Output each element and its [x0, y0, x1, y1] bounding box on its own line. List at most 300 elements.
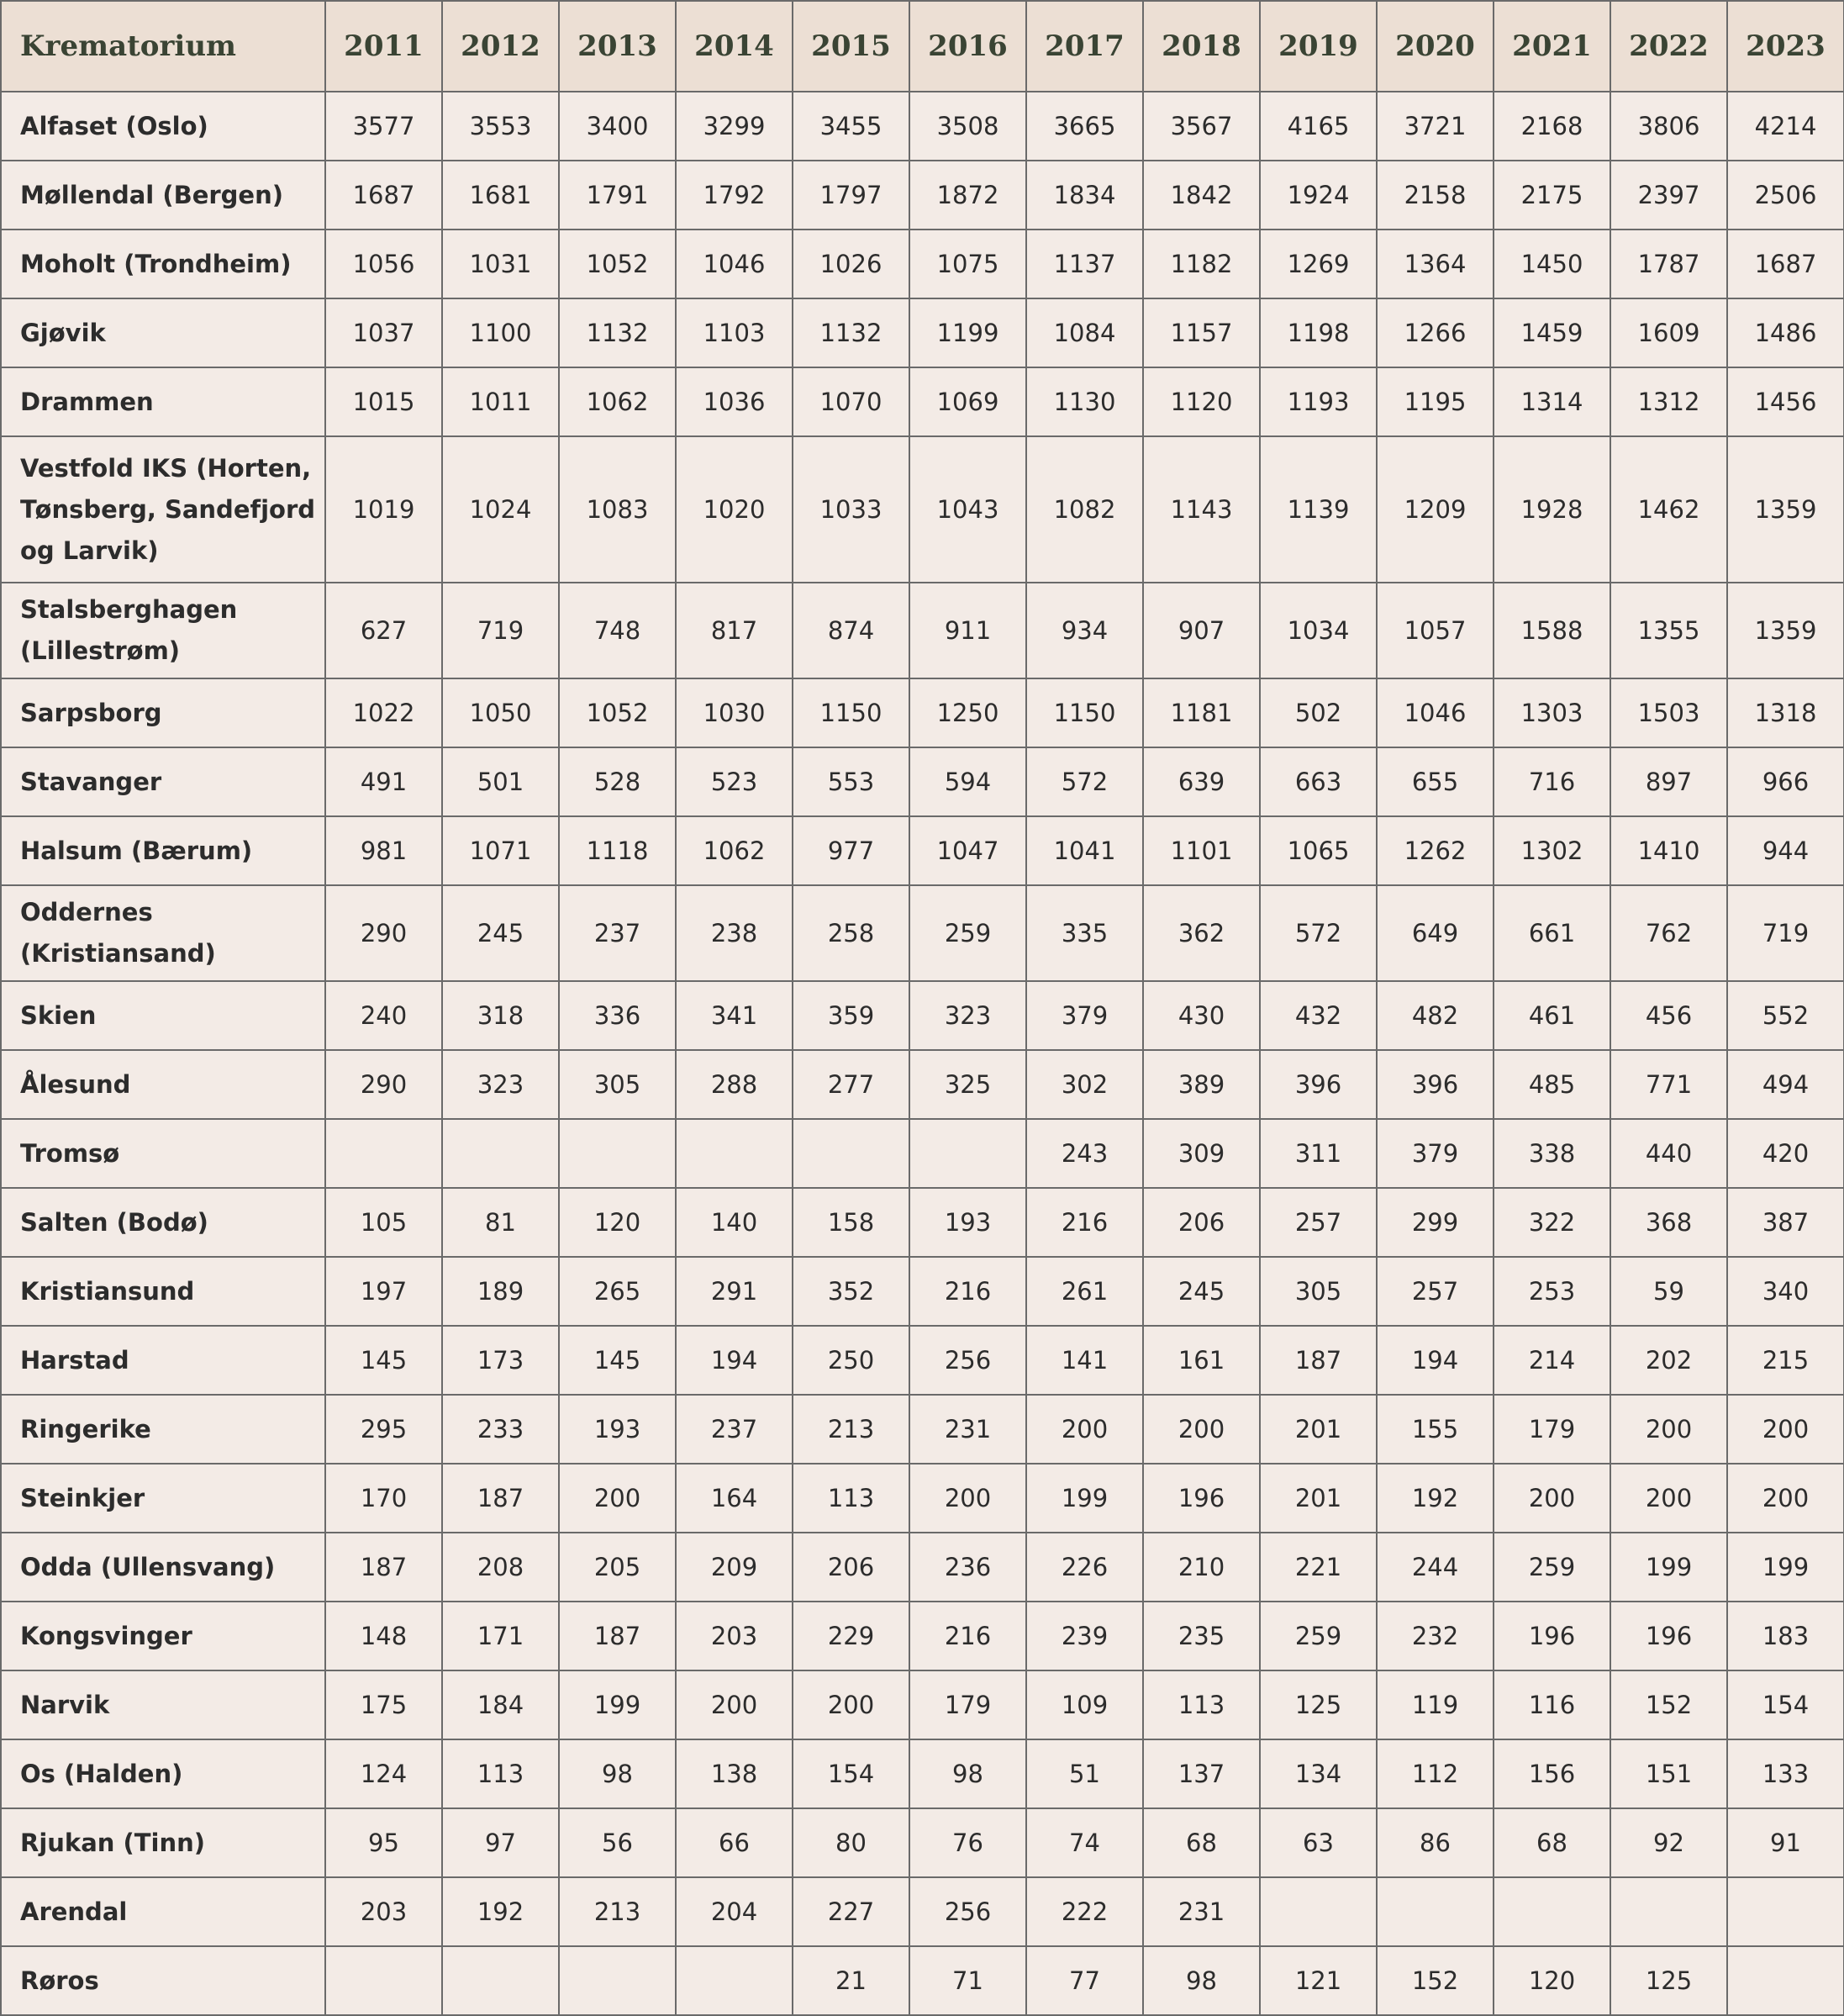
value-cell: 1084: [1026, 298, 1143, 367]
value-cell: 171: [442, 1602, 559, 1670]
value-cell: 291: [676, 1257, 793, 1326]
value-cell: 352: [793, 1257, 909, 1326]
value-cell: 3567: [1143, 92, 1260, 161]
value-cell: 91: [1727, 1808, 1844, 1877]
value-cell: 420: [1727, 1119, 1844, 1188]
value-cell: 290: [325, 885, 442, 981]
value-cell: 299: [1377, 1188, 1494, 1257]
crematorium-name-cell: Kongsvinger: [1, 1602, 325, 1670]
crematorium-name-cell: Kristiansund: [1, 1257, 325, 1326]
value-cell: [442, 1119, 559, 1188]
value-cell: 74: [1026, 1808, 1143, 1877]
value-cell: 2175: [1494, 161, 1610, 230]
value-cell: 362: [1143, 885, 1260, 981]
crematorium-name-cell: Stavanger: [1, 747, 325, 816]
value-cell: 213: [559, 1877, 676, 1946]
value-cell: 1019: [325, 436, 442, 583]
value-cell: 259: [1260, 1602, 1377, 1670]
value-cell: 944: [1727, 816, 1844, 885]
crematorium-name-cell: Ålesund: [1, 1050, 325, 1119]
value-cell: 1198: [1260, 298, 1377, 367]
value-cell: 368: [1610, 1188, 1727, 1257]
value-cell: 209: [676, 1533, 793, 1602]
value-cell: 199: [1610, 1533, 1727, 1602]
value-cell: 200: [1143, 1395, 1260, 1464]
value-cell: 206: [793, 1533, 909, 1602]
table-row: [1, 885, 1844, 981]
header-row: [1, 1, 1844, 92]
value-cell: 1928: [1494, 436, 1610, 583]
value-cell: 1011: [442, 367, 559, 436]
value-cell: 71: [909, 1946, 1026, 2015]
value-cell: 194: [1377, 1326, 1494, 1395]
value-cell: 80: [793, 1808, 909, 1877]
value-cell: 482: [1377, 981, 1494, 1050]
value-cell: 1052: [559, 678, 676, 747]
value-cell: 197: [325, 1257, 442, 1326]
column-header-year: 2023: [1727, 1, 1844, 92]
table-row: [1, 1739, 1844, 1808]
column-header-year: 2020: [1377, 1, 1494, 92]
value-cell: 125: [1610, 1946, 1727, 2015]
value-cell: 76: [909, 1808, 1026, 1877]
table-row: [1, 1050, 1844, 1119]
value-cell: 226: [1026, 1533, 1143, 1602]
value-cell: 3299: [676, 92, 793, 161]
value-cell: 256: [909, 1326, 1026, 1395]
value-cell: 233: [442, 1395, 559, 1464]
value-cell: 1456: [1727, 367, 1844, 436]
crematorium-name-cell: Drammen: [1, 367, 325, 436]
crematorium-name-cell: Sarpsborg: [1, 678, 325, 747]
value-cell: 250: [793, 1326, 909, 1395]
value-cell: 192: [1377, 1464, 1494, 1533]
value-cell: 200: [1727, 1464, 1844, 1533]
value-cell: 173: [442, 1326, 559, 1395]
column-header-krematorium: Krematorium: [1, 1, 325, 92]
value-cell: 116: [1494, 1670, 1610, 1739]
value-cell: 1459: [1494, 298, 1610, 367]
table-row: [1, 230, 1844, 298]
value-cell: 432: [1260, 981, 1377, 1050]
table-body: [1, 92, 1844, 2015]
value-cell: 21: [793, 1946, 909, 2015]
crematorium-name-cell: Tromsø: [1, 1119, 325, 1188]
value-cell: 341: [676, 981, 793, 1050]
value-cell: 161: [1143, 1326, 1260, 1395]
value-cell: 145: [325, 1326, 442, 1395]
value-cell: [325, 1946, 442, 2015]
value-cell: [1610, 1877, 1727, 1946]
value-cell: 1462: [1610, 436, 1727, 583]
value-cell: [1727, 1877, 1844, 1946]
value-cell: 552: [1727, 981, 1844, 1050]
value-cell: 213: [793, 1395, 909, 1464]
value-cell: 3508: [909, 92, 1026, 161]
value-cell: 216: [1026, 1188, 1143, 1257]
value-cell: [909, 1119, 1026, 1188]
value-cell: 553: [793, 747, 909, 816]
value-cell: 572: [1026, 747, 1143, 816]
value-cell: [1727, 1946, 1844, 2015]
value-cell: 627: [325, 583, 442, 678]
value-cell: 494: [1727, 1050, 1844, 1119]
value-cell: 981: [325, 816, 442, 885]
value-cell: [442, 1946, 559, 2015]
value-cell: 200: [1026, 1395, 1143, 1464]
value-cell: 1036: [676, 367, 793, 436]
value-cell: 655: [1377, 747, 1494, 816]
value-cell: 189: [442, 1257, 559, 1326]
value-cell: 661: [1494, 885, 1610, 981]
value-cell: 137: [1143, 1739, 1260, 1808]
value-cell: 245: [442, 885, 559, 981]
value-cell: 1486: [1727, 298, 1844, 367]
value-cell: 210: [1143, 1533, 1260, 1602]
value-cell: 237: [559, 885, 676, 981]
value-cell: 183: [1727, 1602, 1844, 1670]
value-cell: 305: [559, 1050, 676, 1119]
value-cell: 485: [1494, 1050, 1610, 1119]
table-row: [1, 1326, 1844, 1395]
value-cell: 3665: [1026, 92, 1143, 161]
column-header-year: 2021: [1494, 1, 1610, 92]
value-cell: 199: [559, 1670, 676, 1739]
table-row: [1, 1602, 1844, 1670]
value-cell: 1302: [1494, 816, 1610, 885]
column-header-year: 2016: [909, 1, 1026, 92]
value-cell: 243: [1026, 1119, 1143, 1188]
value-cell: 1047: [909, 816, 1026, 885]
value-cell: 231: [909, 1395, 1026, 1464]
value-cell: 120: [1494, 1946, 1610, 2015]
value-cell: 134: [1260, 1739, 1377, 1808]
value-cell: 322: [1494, 1188, 1610, 1257]
value-cell: 1022: [325, 678, 442, 747]
table-row: [1, 92, 1844, 161]
value-cell: 222: [1026, 1877, 1143, 1946]
value-cell: 1681: [442, 161, 559, 230]
value-cell: 1118: [559, 816, 676, 885]
value-cell: 1609: [1610, 298, 1727, 367]
crematorium-name-cell: Os (Halden): [1, 1739, 325, 1808]
value-cell: 719: [442, 583, 559, 678]
value-cell: 716: [1494, 747, 1610, 816]
table-row: [1, 1395, 1844, 1464]
value-cell: 97: [442, 1808, 559, 1877]
value-cell: 1182: [1143, 230, 1260, 298]
value-cell: 1026: [793, 230, 909, 298]
value-cell: 663: [1260, 747, 1377, 816]
value-cell: 151: [1610, 1739, 1727, 1808]
value-cell: 491: [325, 747, 442, 816]
value-cell: 200: [793, 1670, 909, 1739]
value-cell: 158: [793, 1188, 909, 1257]
value-cell: 199: [1026, 1464, 1143, 1533]
value-cell: 200: [1610, 1464, 1727, 1533]
value-cell: [676, 1119, 793, 1188]
value-cell: 256: [909, 1877, 1026, 1946]
value-cell: 200: [559, 1464, 676, 1533]
value-cell: 203: [676, 1602, 793, 1670]
value-cell: 288: [676, 1050, 793, 1119]
value-cell: 245: [1143, 1257, 1260, 1326]
crematorium-name-cell: Arendal: [1, 1877, 325, 1946]
value-cell: 1209: [1377, 436, 1494, 583]
value-cell: 215: [1727, 1326, 1844, 1395]
value-cell: 359: [793, 981, 909, 1050]
value-cell: 200: [1610, 1395, 1727, 1464]
value-cell: 201: [1260, 1464, 1377, 1533]
value-cell: 152: [1377, 1946, 1494, 2015]
value-cell: 1687: [325, 161, 442, 230]
value-cell: 396: [1260, 1050, 1377, 1119]
value-cell: 203: [325, 1877, 442, 1946]
value-cell: 204: [676, 1877, 793, 1946]
value-cell: 138: [676, 1739, 793, 1808]
value-cell: 235: [1143, 1602, 1260, 1670]
table-row: [1, 747, 1844, 816]
value-cell: 187: [559, 1602, 676, 1670]
value-cell: 1082: [1026, 436, 1143, 583]
value-cell: 145: [559, 1326, 676, 1395]
value-cell: 258: [793, 885, 909, 981]
value-cell: 187: [1260, 1326, 1377, 1395]
value-cell: 305: [1260, 1257, 1377, 1326]
value-cell: 98: [559, 1739, 676, 1808]
value-cell: 2168: [1494, 92, 1610, 161]
value-cell: 56: [559, 1808, 676, 1877]
column-header-year: 2017: [1026, 1, 1143, 92]
value-cell: 440: [1610, 1119, 1727, 1188]
table-row: [1, 981, 1844, 1050]
value-cell: 1037: [325, 298, 442, 367]
value-cell: 239: [1026, 1602, 1143, 1670]
value-cell: 1193: [1260, 367, 1377, 436]
table-row: [1, 1119, 1844, 1188]
crematorium-name-cell: Stalsberghagen (Lillestrøm): [1, 583, 325, 678]
value-cell: 817: [676, 583, 793, 678]
value-cell: 1024: [442, 436, 559, 583]
value-cell: 639: [1143, 747, 1260, 816]
value-cell: [676, 1946, 793, 2015]
column-header-year: 2012: [442, 1, 559, 92]
value-cell: 897: [1610, 747, 1727, 816]
value-cell: 1120: [1143, 367, 1260, 436]
value-cell: 1318: [1727, 678, 1844, 747]
value-cell: 196: [1494, 1602, 1610, 1670]
value-cell: 148: [325, 1602, 442, 1670]
table-row: [1, 298, 1844, 367]
value-cell: 379: [1377, 1119, 1494, 1188]
value-cell: 200: [1727, 1395, 1844, 1464]
value-cell: 77: [1026, 1946, 1143, 2015]
value-cell: 748: [559, 583, 676, 678]
value-cell: 194: [676, 1326, 793, 1395]
value-cell: 1041: [1026, 816, 1143, 885]
value-cell: [793, 1119, 909, 1188]
value-cell: 63: [1260, 1808, 1377, 1877]
value-cell: 140: [676, 1188, 793, 1257]
value-cell: 1150: [1026, 678, 1143, 747]
value-cell: 340: [1727, 1257, 1844, 1326]
value-cell: 259: [1494, 1533, 1610, 1602]
value-cell: 1071: [442, 816, 559, 885]
value-cell: 1143: [1143, 436, 1260, 583]
table-row: [1, 1946, 1844, 2015]
value-cell: 1056: [325, 230, 442, 298]
crematorium-name-cell: Salten (Bodø): [1, 1188, 325, 1257]
column-header-year: 2013: [559, 1, 676, 92]
value-cell: 2506: [1727, 161, 1844, 230]
crematorium-name-cell: Alfaset (Oslo): [1, 92, 325, 161]
value-cell: 109: [1026, 1670, 1143, 1739]
value-cell: 1410: [1610, 816, 1727, 885]
value-cell: 4214: [1727, 92, 1844, 161]
value-cell: 1020: [676, 436, 793, 583]
value-cell: 336: [559, 981, 676, 1050]
value-cell: 155: [1377, 1395, 1494, 1464]
value-cell: 1083: [559, 436, 676, 583]
table-row: [1, 1670, 1844, 1739]
value-cell: 302: [1026, 1050, 1143, 1119]
value-cell: 196: [1143, 1464, 1260, 1533]
value-cell: 1031: [442, 230, 559, 298]
value-cell: 1924: [1260, 161, 1377, 230]
crematorium-name-cell: Ringerike: [1, 1395, 325, 1464]
value-cell: 179: [909, 1670, 1026, 1739]
value-cell: 257: [1377, 1257, 1494, 1326]
value-cell: 3721: [1377, 92, 1494, 161]
value-cell: 335: [1026, 885, 1143, 981]
value-cell: 1359: [1727, 436, 1844, 583]
value-cell: 202: [1610, 1326, 1727, 1395]
value-cell: 1157: [1143, 298, 1260, 367]
value-cell: 196: [1610, 1602, 1727, 1670]
value-cell: 261: [1026, 1257, 1143, 1326]
value-cell: 4165: [1260, 92, 1377, 161]
value-cell: 113: [793, 1464, 909, 1533]
value-cell: 1687: [1727, 230, 1844, 298]
value-cell: 1137: [1026, 230, 1143, 298]
table-row: [1, 1464, 1844, 1533]
value-cell: 113: [442, 1739, 559, 1808]
value-cell: 1033: [793, 436, 909, 583]
crematorium-name-cell: Halsum (Bærum): [1, 816, 325, 885]
value-cell: 208: [442, 1533, 559, 1602]
value-cell: 133: [1727, 1739, 1844, 1808]
value-cell: 771: [1610, 1050, 1727, 1119]
value-cell: 68: [1143, 1808, 1260, 1877]
value-cell: 164: [676, 1464, 793, 1533]
value-cell: 1062: [559, 367, 676, 436]
value-cell: 231: [1143, 1877, 1260, 1946]
crematorium-name-cell: Røros: [1, 1946, 325, 2015]
value-cell: 874: [793, 583, 909, 678]
value-cell: 1043: [909, 436, 1026, 583]
value-cell: 81: [442, 1188, 559, 1257]
value-cell: 92: [1610, 1808, 1727, 1877]
value-cell: 1100: [442, 298, 559, 367]
value-cell: 977: [793, 816, 909, 885]
value-cell: 338: [1494, 1119, 1610, 1188]
value-cell: 199: [1727, 1533, 1844, 1602]
value-cell: 120: [559, 1188, 676, 1257]
value-cell: 113: [1143, 1670, 1260, 1739]
column-header-year: 2011: [325, 1, 442, 92]
value-cell: 934: [1026, 583, 1143, 678]
value-cell: 1150: [793, 678, 909, 747]
value-cell: 1195: [1377, 367, 1494, 436]
value-cell: [325, 1119, 442, 1188]
table-row: [1, 367, 1844, 436]
value-cell: 238: [676, 885, 793, 981]
value-cell: 430: [1143, 981, 1260, 1050]
value-cell: 229: [793, 1602, 909, 1670]
value-cell: 1057: [1377, 583, 1494, 678]
value-cell: 325: [909, 1050, 1026, 1119]
value-cell: 98: [909, 1739, 1026, 1808]
value-cell: 51: [1026, 1739, 1143, 1808]
value-cell: 3806: [1610, 92, 1727, 161]
value-cell: 66: [676, 1808, 793, 1877]
value-cell: 86: [1377, 1808, 1494, 1877]
value-cell: 1181: [1143, 678, 1260, 747]
value-cell: 105: [325, 1188, 442, 1257]
value-cell: 1842: [1143, 161, 1260, 230]
value-cell: 1132: [793, 298, 909, 367]
value-cell: 456: [1610, 981, 1727, 1050]
value-cell: 1266: [1377, 298, 1494, 367]
value-cell: 95: [325, 1808, 442, 1877]
value-cell: 649: [1377, 885, 1494, 981]
value-cell: [1494, 1877, 1610, 1946]
crematorium-name-cell: Vestfold IKS (Horten, Tønsberg, Sandefjord og Larvik): [1, 436, 325, 583]
value-cell: 214: [1494, 1326, 1610, 1395]
value-cell: 1062: [676, 816, 793, 885]
value-cell: 1132: [559, 298, 676, 367]
value-cell: 290: [325, 1050, 442, 1119]
table-row: [1, 816, 1844, 885]
value-cell: 1797: [793, 161, 909, 230]
value-cell: 1872: [909, 161, 1026, 230]
value-cell: 907: [1143, 583, 1260, 678]
value-cell: 1103: [676, 298, 793, 367]
crematorium-name-cell: Moholt (Trondheim): [1, 230, 325, 298]
value-cell: 257: [1260, 1188, 1377, 1257]
value-cell: 187: [442, 1464, 559, 1533]
value-cell: 205: [559, 1533, 676, 1602]
value-cell: 1046: [676, 230, 793, 298]
value-cell: 216: [909, 1602, 1026, 1670]
value-cell: 1791: [559, 161, 676, 230]
value-cell: 379: [1026, 981, 1143, 1050]
value-cell: 221: [1260, 1533, 1377, 1602]
value-cell: 244: [1377, 1533, 1494, 1602]
value-cell: 528: [559, 747, 676, 816]
value-cell: 295: [325, 1395, 442, 1464]
value-cell: [1260, 1877, 1377, 1946]
value-cell: 193: [909, 1188, 1026, 1257]
value-cell: 1269: [1260, 230, 1377, 298]
value-cell: 1130: [1026, 367, 1143, 436]
value-cell: 1101: [1143, 816, 1260, 885]
value-cell: [559, 1119, 676, 1188]
value-cell: 112: [1377, 1739, 1494, 1808]
value-cell: 1075: [909, 230, 1026, 298]
value-cell: 1034: [1260, 583, 1377, 678]
value-cell: 1450: [1494, 230, 1610, 298]
